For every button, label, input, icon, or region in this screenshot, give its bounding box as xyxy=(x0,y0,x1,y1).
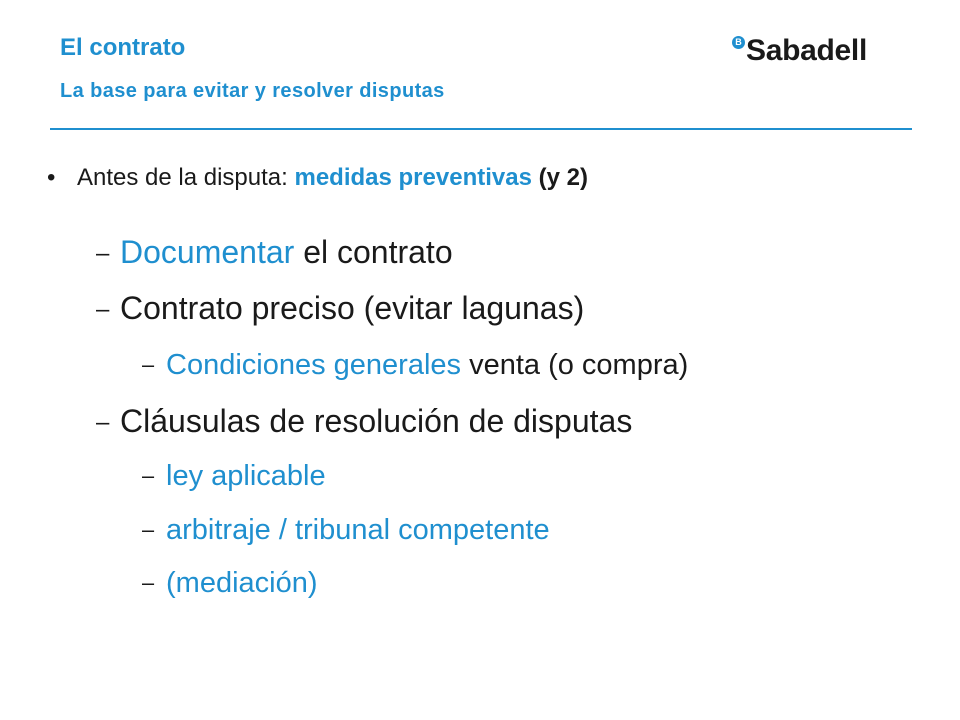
slide-subtitle: La base para evitar y resolver disputas xyxy=(60,80,445,102)
dash-marker: – xyxy=(96,295,110,323)
main-bullet xyxy=(47,164,588,192)
contrato-preciso-text: Contrato preciso (evitar lagunas) xyxy=(120,290,585,326)
documentar-highlight: Documentar xyxy=(120,234,295,270)
list-item-arbitraje xyxy=(142,514,550,547)
bullet-suffix: (y 2) xyxy=(531,164,588,191)
condiciones-highlight: Condiciones generales xyxy=(166,349,462,381)
dash-marker: – xyxy=(96,239,110,267)
ley-text: ley aplicable xyxy=(166,460,326,492)
dash-marker: – xyxy=(142,462,155,488)
sabadell-logo xyxy=(732,34,867,68)
bullet-prefix: Antes de la disputa: xyxy=(77,164,295,191)
dash-marker: – xyxy=(96,408,110,436)
list-item-clausulas xyxy=(96,403,632,440)
list-item-condiciones xyxy=(142,349,688,382)
list-item-contrato-preciso xyxy=(96,290,584,327)
bullet-marker: • xyxy=(47,164,56,191)
dash-marker: – xyxy=(142,351,155,377)
list-item-ley xyxy=(142,460,326,493)
list-item-documentar xyxy=(96,234,453,271)
condiciones-rest: venta (o compra) xyxy=(461,349,689,381)
documentar-rest: el contrato xyxy=(294,234,453,270)
arbitraje-text: arbitraje / tribunal competente xyxy=(166,514,550,546)
mediacion-text: (mediación) xyxy=(166,567,318,599)
dash-marker: – xyxy=(142,516,155,542)
logo-mark-icon: B xyxy=(732,36,745,49)
dash-marker: – xyxy=(142,569,155,595)
header-divider xyxy=(50,128,912,130)
list-item-mediacion xyxy=(142,567,318,600)
logo-text: Sabadell xyxy=(746,34,867,67)
slide-title: El contrato xyxy=(60,34,186,61)
clausulas-text: Cláusulas de resolución de disputas xyxy=(120,403,633,439)
bullet-highlight: medidas preventivas xyxy=(294,164,532,191)
